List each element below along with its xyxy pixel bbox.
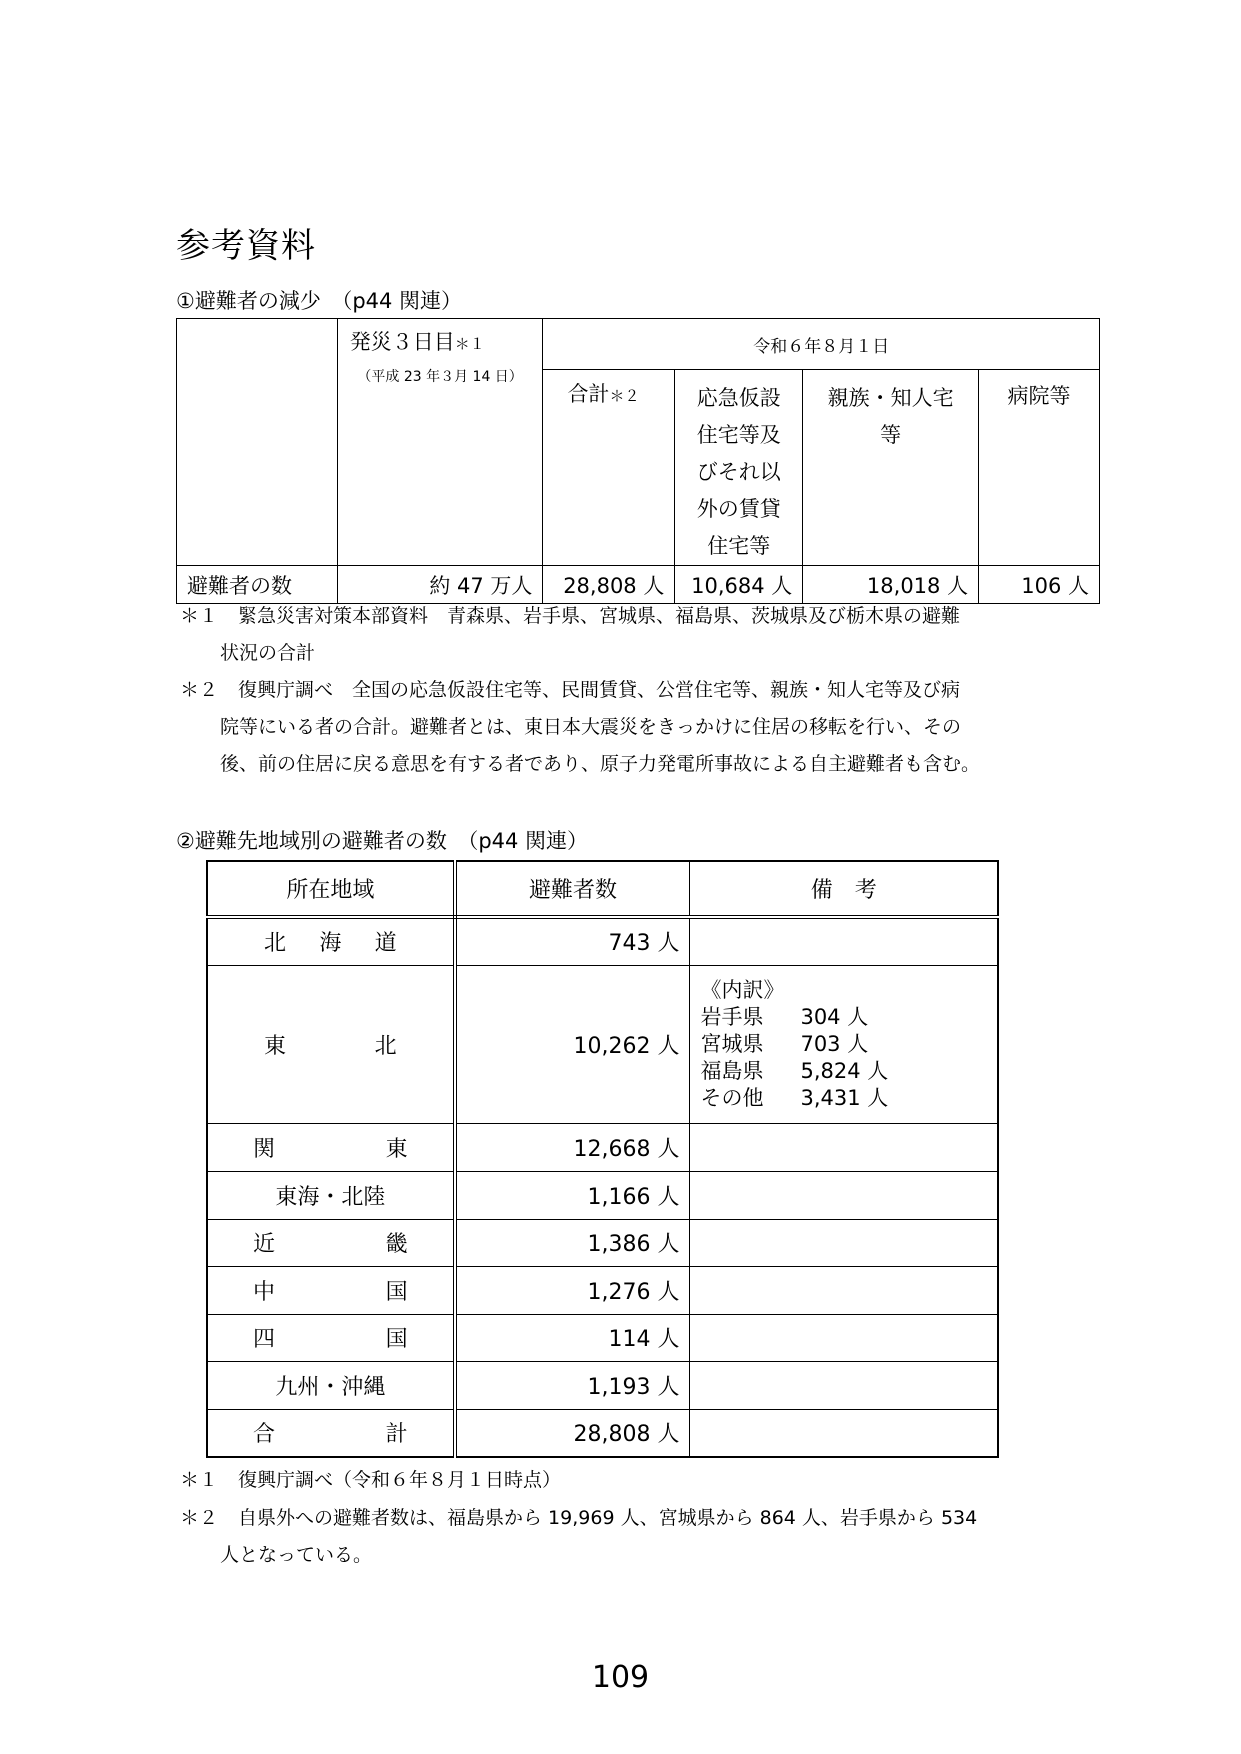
- count-cell: 28,808 人: [455, 1409, 690, 1457]
- note-line: 人となっている。: [220, 1544, 373, 1566]
- note-line: 院等にいる者の合計。避難者とは、東日本大震災をきっかけに住居の移転を行い、その: [220, 716, 962, 738]
- day3-header: [337, 319, 543, 566]
- breakdown-pref: その他: [700, 1085, 764, 1110]
- breakdown-row: [700, 1085, 997, 1112]
- section2-note-2: [180, 1500, 1100, 1574]
- note-line: 状況の合計: [220, 642, 316, 664]
- note-line: 復興庁調べ（令和６年８月１日時点）: [238, 1469, 562, 1491]
- region-char: 北: [374, 1033, 397, 1059]
- remarks-cell: [690, 917, 998, 965]
- breakdown-title: 《内訳》: [700, 977, 785, 1002]
- col-count: 避難者数: [455, 861, 690, 917]
- breakdown-pref: 福島県: [700, 1058, 764, 1083]
- hospital-value: 106 人: [979, 566, 1100, 604]
- note-line: 自県外への避難者数は、福島県から 19,969 人、宮城県から 864 人、岩手県から 534: [238, 1507, 978, 1529]
- note-line: 復興庁調べ 全国の応急仮設住宅等、民間賃貸、公営住宅等、親族・知人宅等及び病: [238, 679, 961, 701]
- total-value: 28,808 人: [543, 566, 675, 604]
- section1-heading: ①避難者の減少 （p44 関連）: [176, 289, 463, 313]
- relatives-line: 親族・知人宅: [827, 386, 954, 410]
- hospital-header: 病院等: [979, 370, 1100, 566]
- section2-note-1: [180, 1462, 1080, 1499]
- region-cell: [207, 1123, 455, 1171]
- remarks-cell: [690, 1409, 998, 1457]
- region-char: 東: [264, 1033, 287, 1059]
- breakdown-pref: 宮城県: [700, 1031, 764, 1056]
- section1-note-1: [180, 598, 1080, 672]
- breakdown-row: [700, 1058, 997, 1085]
- remarks-cell: [690, 1361, 998, 1409]
- count-cell: 1,386 人: [455, 1219, 690, 1266]
- total-header: [543, 370, 675, 566]
- breakdown-row: [700, 1004, 997, 1031]
- row-label: 避難者の数: [177, 566, 338, 604]
- count-cell: 743 人: [455, 917, 690, 965]
- breakdown-count: 3,431 人: [800, 1085, 889, 1110]
- section2-heading: ②避難先地域別の避難者の数 （p44 関連）: [176, 829, 589, 853]
- evacuee-by-region-table: [206, 860, 999, 1458]
- relatives-value: 18,018 人: [803, 566, 979, 604]
- region-char: 計: [385, 1422, 408, 1448]
- region-cell: [207, 965, 455, 1123]
- remarks-cell: [690, 1171, 998, 1219]
- count-cell: 10,262 人: [455, 965, 690, 1123]
- temp-housing-value: 10,684 人: [675, 566, 803, 604]
- region-char: 北: [264, 931, 287, 957]
- day3-date: （平成 23 年３月 14 日）: [357, 369, 523, 385]
- note-mark: ＊１: [180, 1469, 219, 1491]
- remarks-cell: [690, 1123, 998, 1171]
- count-cell: 1,193 人: [455, 1361, 690, 1409]
- note-mark: ＊１: [180, 605, 219, 627]
- col-remarks: 備 考: [690, 861, 998, 917]
- region-char: 東: [385, 1136, 408, 1162]
- note-mark: ＊２: [180, 1507, 219, 1529]
- temp-housing-line: 住宅等: [707, 534, 771, 558]
- region-char: 関: [253, 1136, 276, 1162]
- breakdown-count: 304 人: [800, 1004, 869, 1029]
- region-char: 畿: [385, 1232, 408, 1257]
- region-char: 海: [319, 931, 342, 957]
- count-cell: 12,668 人: [455, 1123, 690, 1171]
- remarks-cell: [690, 1219, 998, 1266]
- region-cell: [207, 1219, 455, 1266]
- remarks-cell: [690, 1314, 998, 1361]
- remarks-breakdown: [690, 965, 998, 1123]
- note2-mark: ＊２: [609, 387, 640, 405]
- section1-note-2: [180, 672, 1100, 783]
- count-cell: 1,166 人: [455, 1171, 690, 1219]
- count-cell: 114 人: [455, 1314, 690, 1361]
- col-region: 所在地域: [207, 861, 455, 917]
- temp-housing-line: びそれ以: [696, 460, 781, 484]
- region-char: 中: [253, 1279, 276, 1305]
- remarks-cell: [690, 1266, 998, 1314]
- note-line: 緊急災害対策本部資料 青森県、岩手県、宮城県、福島県、茨城県及び栃木県の避難: [238, 605, 961, 627]
- region-cell: 東海・北陸: [207, 1171, 455, 1219]
- relatives-header: [803, 370, 979, 566]
- note-line: 後、前の住居に戻る意思を有する者であり、原子力発電所事故による自主避難者も含む。: [220, 753, 981, 775]
- temp-housing-line: 応急仮設: [696, 386, 781, 410]
- region-cell: [207, 1266, 455, 1314]
- date-header: 令和６年８月１日: [543, 319, 1100, 370]
- relatives-line: 等: [880, 423, 902, 447]
- region-cell: 九州・沖縄: [207, 1361, 455, 1409]
- evacuee-decrease-table: [176, 318, 1100, 604]
- temp-housing-header: [675, 370, 803, 566]
- breakdown-pref: 岩手県: [700, 1004, 764, 1029]
- page-title: 参考資料: [176, 226, 316, 266]
- day3-value: 約 47 万人: [337, 566, 543, 604]
- region-char: 道: [374, 931, 397, 957]
- region-char: 国: [385, 1279, 408, 1305]
- breakdown-row: [700, 1031, 997, 1058]
- breakdown-count: 5,824 人: [800, 1058, 889, 1083]
- region-char: 国: [385, 1327, 408, 1352]
- region-char: 合: [253, 1422, 276, 1448]
- page-number: 109: [591, 1660, 650, 1695]
- count-cell: 1,276 人: [455, 1266, 690, 1314]
- temp-housing-line: 住宅等及: [696, 423, 781, 447]
- blank-corner-cell: [177, 319, 338, 566]
- temp-housing-line: 外の賃貸: [696, 497, 781, 521]
- total-label: 合計: [567, 382, 610, 406]
- note1-mark: ＊１: [454, 335, 485, 353]
- region-cell: [207, 1314, 455, 1361]
- day3-label: 発災３日目: [349, 330, 455, 354]
- region-char: 近: [253, 1232, 276, 1257]
- breakdown-count: 703 人: [800, 1031, 869, 1056]
- region-cell: [207, 1409, 455, 1457]
- region-cell: [207, 917, 455, 965]
- region-char: 四: [253, 1327, 276, 1352]
- note-mark: ＊２: [180, 679, 219, 701]
